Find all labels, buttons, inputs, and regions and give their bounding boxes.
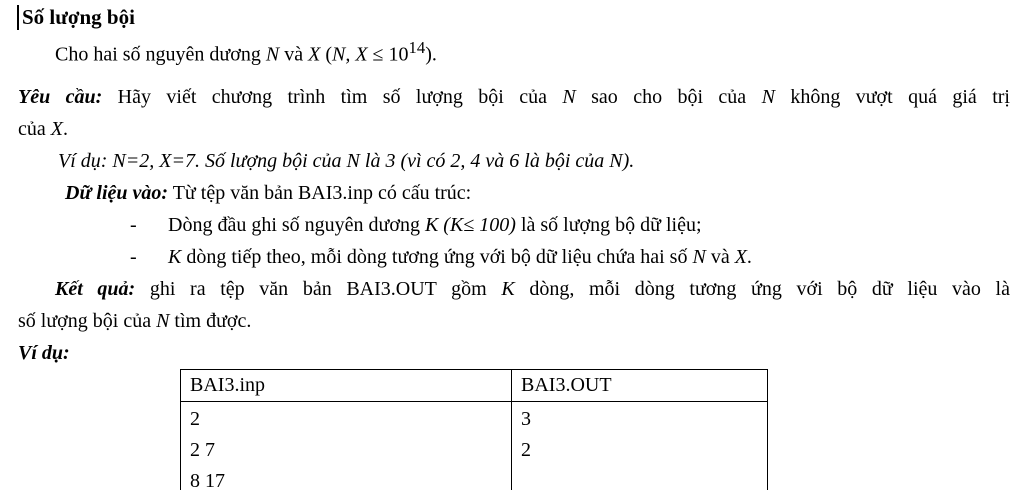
text-run: của: [18, 117, 51, 140]
var-n: N: [761, 85, 775, 108]
text-run: dòng tiếp theo, mỗi dòng tương ứng với bộ dữ liệu chứa hai số: [181, 245, 693, 268]
output-line: 2: [521, 438, 531, 461]
var-n: N: [562, 85, 576, 108]
text-run: là số lượng bộ dữ liệu;: [515, 213, 702, 236]
var-n: N: [265, 43, 280, 66]
output-description-paragraph: [18, 273, 1010, 337]
text-run: sao cho bội của: [575, 85, 762, 108]
table-header-input: BAI3.inp: [181, 369, 512, 401]
text-run: Dòng đầu ghi số nguyên dương: [168, 213, 425, 236]
change-bar: [17, 5, 19, 30]
input-label: Dữ liệu vào:: [65, 181, 169, 204]
bullet-item-2: [18, 241, 1010, 273]
requirement-paragraph: [18, 81, 1010, 145]
text-run: .: [746, 245, 752, 268]
table-header-output: BAI3.OUT: [512, 369, 768, 401]
text-run: .: [62, 117, 68, 140]
example-heading: Ví dụ:: [18, 341, 70, 364]
bullet-text: [168, 209, 1010, 241]
text-run: tìm được.: [169, 309, 252, 332]
text-run: Từ tệp văn bản BAI3.inp có cấu trúc:: [168, 181, 472, 204]
var-n: N: [692, 245, 706, 268]
requirement-line-1: [18, 81, 1010, 113]
requirement-line-2: [18, 113, 1010, 145]
text-run: và: [279, 43, 309, 66]
text-run: ).: [425, 43, 437, 66]
bullet-dash: -: [130, 213, 137, 236]
example-table: [180, 369, 768, 490]
bullet-item-1: [18, 209, 1010, 241]
var-x: X: [50, 117, 63, 140]
text-run: Cho hai số nguyên dương: [55, 43, 266, 66]
var-k: K: [168, 245, 182, 268]
output-line-1: [18, 273, 1010, 305]
text-run: không vượt quá giá trị: [774, 85, 1010, 108]
var-k-condition: K (K≤ 100): [424, 213, 516, 236]
var-n: N: [156, 309, 170, 332]
output-label: Kết quả:: [55, 277, 136, 300]
output-line-2: [18, 305, 1010, 337]
superscript-exponent: 14: [408, 38, 426, 57]
text-run: ghi ra tệp văn bản BAI3.OUT gồm: [135, 277, 502, 300]
var-k: K: [501, 277, 515, 300]
bullet-dash: -: [130, 245, 137, 268]
input-cell: [181, 401, 512, 490]
input-line: 8 17: [190, 469, 225, 490]
output-cell: [512, 401, 768, 490]
requirement-label: Yêu cầu:: [18, 85, 103, 108]
var-nx: N, X: [331, 43, 368, 66]
input-description-paragraph: [18, 177, 1010, 209]
output-line: 3: [521, 407, 531, 430]
text-run: (: [320, 43, 332, 66]
example-sentence: Ví dụ: N=2, X=7. Số lượng bội của N là 3 (vì có 2, 4 và 6 là bội của N).: [58, 149, 635, 172]
input-line: 2: [190, 407, 200, 430]
intro-paragraph: [18, 32, 1010, 71]
bullet-text: [168, 241, 1010, 273]
text-run: và: [705, 245, 735, 268]
input-line: 2 7: [190, 438, 215, 461]
var-x: X: [734, 245, 747, 268]
var-x: X: [308, 43, 321, 66]
text-run: Hãy viết chương trình tìm số lượng bội của: [102, 85, 563, 108]
table-body-row: [181, 401, 768, 490]
table-header-row: [181, 369, 768, 401]
text-run: dòng, mỗi dòng tương ứng với bộ dữ liệu vào là: [514, 277, 1010, 300]
text-run: số lượng bội của: [18, 309, 157, 332]
page-title: Số lượng bội: [22, 5, 135, 29]
text-run: ≤ 10: [367, 43, 409, 66]
